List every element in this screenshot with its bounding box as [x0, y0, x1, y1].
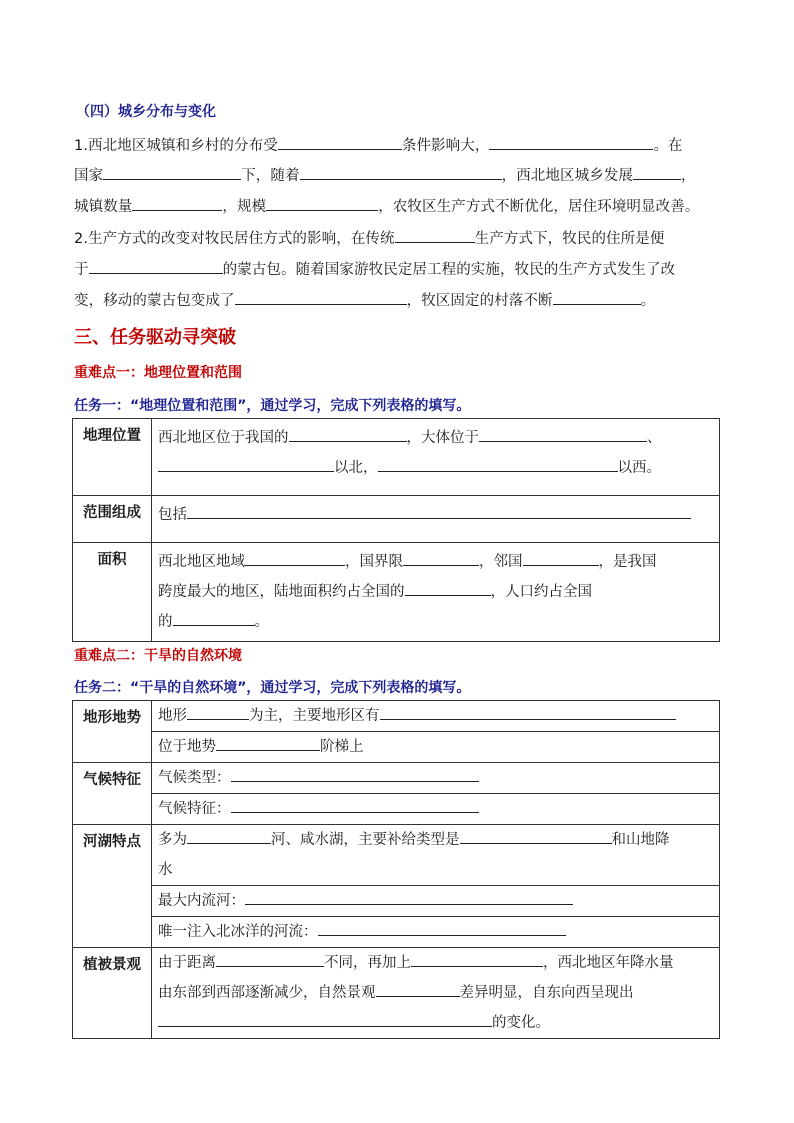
fill-blank[interactable] [403, 551, 479, 566]
table-cell [152, 732, 720, 763]
cell-line [158, 794, 713, 824]
text: 不同，再加上 [324, 955, 411, 971]
table-row [73, 543, 720, 642]
text: 。在 [653, 138, 683, 154]
text: 和山地降 [611, 832, 670, 848]
text: 以北， [334, 460, 378, 476]
text: 生产方式下，牧民的住所是便 [474, 231, 665, 247]
fill-blank[interactable] [380, 705, 676, 720]
table-cell [152, 763, 720, 794]
fill-blank[interactable] [103, 165, 241, 180]
text: 跨度最大的地区，陆地面积约占全国的 [158, 584, 405, 600]
text: 差异明显，自东向西呈现出 [459, 985, 634, 1001]
table-row [73, 419, 720, 496]
fill-blank[interactable] [460, 829, 612, 844]
section-title: （四）城乡分布与变化 [76, 104, 216, 120]
fill-blank[interactable] [216, 952, 324, 967]
paragraph-line [74, 289, 655, 310]
fill-blank[interactable] [231, 798, 479, 813]
task-title: 任务二：“干旱的自然环境”，通过学习，完成下列表格的填写。 [74, 680, 471, 696]
text: ，邻国 [479, 554, 523, 570]
fill-blank[interactable] [132, 196, 222, 211]
paragraph-line [74, 164, 696, 185]
fill-blank[interactable] [479, 427, 647, 442]
cell-line [158, 763, 713, 793]
cell-line [158, 547, 713, 577]
table-cell [152, 543, 720, 642]
cell-line [158, 607, 713, 637]
text: 由于距离 [158, 955, 216, 971]
table-row [73, 763, 720, 794]
difficulty-title: 重难点一：地理位置和范围 [74, 365, 242, 381]
table-row [73, 917, 720, 948]
fill-blank[interactable] [245, 551, 345, 566]
table-cell [152, 701, 720, 732]
text: ，人口约占全国 [490, 584, 592, 600]
fill-blank[interactable] [633, 165, 681, 180]
fill-blank[interactable] [245, 890, 573, 905]
paragraph-line [74, 227, 664, 248]
location-table [72, 418, 720, 642]
text: 国家 [74, 168, 104, 184]
row-header: 地理位置 [73, 419, 152, 496]
table-row [73, 701, 720, 732]
fill-blank[interactable] [553, 290, 641, 305]
table-row [73, 825, 720, 886]
fill-blank[interactable] [289, 427, 407, 442]
text: ，国界限 [345, 554, 403, 570]
text: 条件影响大， [401, 138, 490, 154]
text: ，牧区固定的村落不断 [406, 293, 553, 309]
text: 位于地势 [158, 739, 216, 755]
row-header: 河湖特点 [73, 825, 152, 948]
text: ，规模 [222, 199, 267, 215]
fill-blank[interactable] [231, 767, 479, 782]
fill-blank[interactable] [266, 196, 378, 211]
environment-table [72, 700, 720, 1039]
cell-line [158, 453, 713, 483]
row-header: 地形地势 [73, 701, 152, 763]
table-row [73, 948, 720, 1039]
text: 城镇数量 [74, 199, 133, 215]
table-cell [152, 948, 720, 1039]
fill-blank[interactable] [405, 581, 491, 596]
section-heading: 三、任务驱动寻突破 [74, 327, 236, 348]
table-row [73, 794, 720, 825]
text: 、 [647, 430, 662, 446]
text: ，是我国 [598, 554, 657, 570]
text: 为主，主要地形区有 [249, 708, 380, 724]
text: ，西北地区年降水量 [543, 955, 674, 971]
fill-blank[interactable] [187, 705, 249, 720]
difficulty-title: 重难点二：干旱的自然环境 [74, 648, 242, 664]
text: 阶梯上 [320, 739, 364, 755]
paragraph-line [74, 134, 683, 155]
fill-blank[interactable] [187, 504, 691, 519]
text: 最大内流河： [158, 893, 245, 909]
table-cell [152, 886, 720, 917]
row-header: 气候特征 [73, 763, 152, 825]
table-row [73, 496, 720, 543]
text: 变，移动的蒙古包变成了 [74, 293, 235, 309]
text: 下，随着 [241, 168, 300, 184]
fill-blank[interactable] [173, 611, 255, 626]
fill-blank[interactable] [278, 135, 402, 150]
cell-line [158, 577, 713, 607]
text: 1.西北地区城镇和乡村的分布受 [74, 138, 278, 154]
fill-blank[interactable] [158, 1012, 492, 1027]
text: 多为 [158, 832, 187, 848]
cell-line [158, 732, 713, 762]
fill-blank[interactable] [300, 165, 502, 180]
table-row [73, 886, 720, 917]
text: 2.生产方式的改变对牧民居住方式的影响，在传统 [74, 231, 395, 247]
task-title: 任务一：“地理位置和范围”，通过学习，完成下列表格的填写。 [74, 398, 471, 414]
cell-line [158, 855, 713, 885]
table-cell [152, 917, 720, 948]
text: 的蒙古包。随着国家游牧民定居工程的实施，牧民的生产方式发生了改 [222, 262, 676, 278]
fill-blank[interactable] [235, 290, 407, 305]
fill-blank[interactable] [395, 228, 475, 243]
cell-line [158, 825, 713, 855]
fill-blank[interactable] [523, 551, 599, 566]
cell-line [158, 886, 713, 916]
fill-blank[interactable] [89, 259, 223, 274]
text: 河、咸水湖，主要补给类型是 [271, 832, 460, 848]
text: ，西北地区城乡发展 [501, 168, 634, 184]
row-header: 范围组成 [73, 496, 152, 543]
cell-line [158, 948, 713, 978]
text: ，农牧区生产方式不断优化，居住环境明显改善。 [378, 199, 700, 215]
text: 水 [158, 862, 173, 878]
text: 西北地区位于我国的 [158, 430, 289, 446]
cell-line [158, 1008, 713, 1038]
fill-blank[interactable] [376, 982, 460, 997]
table-cell [152, 794, 720, 825]
text: 由东部到西部逐渐减少，自然景观 [158, 985, 376, 1001]
text: 气候特征： [158, 801, 231, 817]
text: 。 [640, 293, 656, 309]
cell-line [158, 917, 713, 947]
table-cell [152, 419, 720, 496]
text: 地形 [158, 708, 187, 724]
text: 气候类型： [158, 770, 231, 786]
fill-blank[interactable] [489, 135, 653, 150]
table-row [73, 732, 720, 763]
text: ， [681, 168, 696, 184]
text: 西北地区地域 [158, 554, 245, 570]
paragraph-line [74, 195, 699, 216]
fill-blank[interactable] [378, 457, 618, 472]
fill-blank[interactable] [187, 829, 271, 844]
row-header: 植被景观 [73, 948, 152, 1039]
row-header: 面积 [73, 543, 152, 642]
cell-line [158, 423, 713, 453]
text: 唯一注入北冰洋的河流： [158, 924, 318, 940]
cell-line [158, 978, 713, 1008]
text: 于 [74, 262, 89, 278]
fill-blank[interactable] [216, 736, 320, 751]
cell-line [158, 500, 713, 530]
fill-blank[interactable] [411, 952, 543, 967]
text: 以西。 [617, 460, 661, 476]
text: ，大体位于 [406, 430, 479, 446]
text: 。 [254, 614, 269, 630]
text: 的变化。 [492, 1015, 550, 1031]
fill-blank[interactable] [158, 457, 334, 472]
table-cell [152, 825, 720, 886]
table-cell [152, 496, 720, 543]
cell-line [158, 701, 713, 731]
fill-blank[interactable] [318, 921, 566, 936]
text: 的 [158, 614, 173, 630]
paragraph-line [74, 258, 675, 279]
text: 包括 [158, 507, 187, 523]
